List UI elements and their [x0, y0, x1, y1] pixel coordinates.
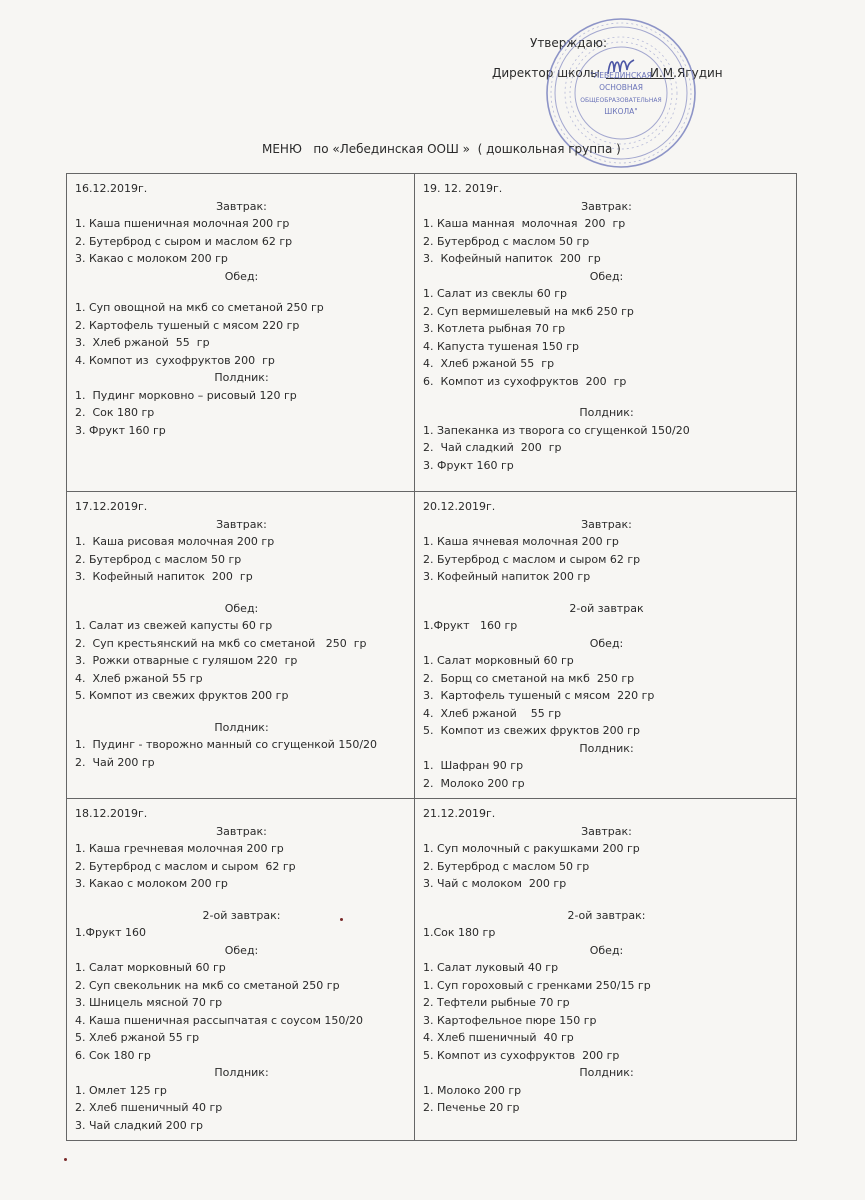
- menu-item: 3. Чай сладкий 200 гр: [75, 1118, 204, 1132]
- meal-heading: Полдник:: [579, 1066, 634, 1079]
- day-date: 20.12.2019г.: [423, 500, 496, 513]
- meal-heading: Полдник:: [214, 371, 269, 384]
- menu-item: 1. Суп овощной на мкб со сметаной 250 гр: [75, 301, 324, 314]
- menu-item: 1. Пудинг морковно – рисовый 120 гр: [75, 388, 297, 402]
- menu-item: 2. Бутерброд с сыром и маслом 62 гр: [75, 234, 293, 248]
- menu-item: 2. Молоко 200 гр: [423, 776, 525, 790]
- meal-heading: Полдник:: [579, 406, 634, 419]
- menu-item: 1. Салат из свежей капусты 60 гр: [75, 619, 273, 632]
- director-name: И.М.Ягудин: [650, 66, 723, 80]
- menu-item: 2. Тефтели рыбные 70 гр: [423, 996, 570, 1009]
- menu-item: 1. Каша пшеничная молочная 200 гр: [75, 217, 290, 230]
- meal-heading: Завтрак:: [581, 199, 632, 213]
- menu-item: 1. Суп гороховый с гренками 250/15 гр: [423, 978, 651, 992]
- day-cell: [415, 492, 797, 799]
- meal-heading: Обед:: [224, 269, 259, 283]
- menu-item: 1. Запеканка из творога со сгущенкой 150/20: [423, 423, 690, 437]
- menu-item: 3. Рожки отварные с гуляшом 220 гр: [75, 654, 298, 667]
- menu-item: 3. Какао с молоком 200 гр: [75, 877, 228, 890]
- menu-item: 1. Каша манная молочная 200 гр: [423, 217, 626, 230]
- menu-item: 1.Фрукт 160: [75, 926, 147, 939]
- menu-item: 1.Фрукт 160 гр: [423, 619, 518, 632]
- menu-item: 3. Чай с молоком 200 гр: [423, 877, 567, 890]
- menu-table: [66, 173, 797, 1141]
- day-cell: [415, 799, 797, 1141]
- menu-item: 2. Суп свекольник на мкб со сметаной 250 гр: [75, 978, 340, 992]
- menu-item: 6. Компот из сухофруктов 200 гр: [423, 374, 627, 388]
- menu-item: 1. Пудинг - творожно манный со сгущенкой 150/20: [75, 738, 378, 751]
- menu-item: 4. Каша пшеничная рассыпчатая с соусом 150/20: [75, 1013, 364, 1027]
- meal-heading: Обед:: [589, 636, 624, 650]
- menu-item: 3. Кофейный напиток 200 гр: [423, 252, 601, 265]
- meal-heading: Обед:: [224, 943, 259, 957]
- day-date: 17.12.2019г.: [75, 500, 148, 513]
- menu-item: 5. Компот из свежих фруктов 200 гр: [423, 724, 640, 737]
- menu-item: 2. Чай сладкий 200 гр: [423, 441, 562, 454]
- menu-item: 4. Компот из сухофруктов 200 гр: [75, 353, 275, 367]
- menu-item: 1.Сок 180 гр: [423, 926, 496, 939]
- menu-item: 3. Хлеб ржаной 55 гр: [75, 336, 210, 349]
- menu-item: 4. Хлеб ржаной 55 гр: [423, 706, 562, 720]
- menu-item: 2. Бутерброд с маслом 50 гр: [423, 234, 590, 248]
- meal-heading: 2-ой завтрак: [569, 601, 644, 615]
- stamp-line-3: ОБЩЕОБРАЗОВАТЕЛЬНАЯ: [580, 97, 662, 104]
- meal-heading: Полдник:: [214, 1066, 269, 1079]
- menu-item: 2. Печенье 20 гр: [423, 1101, 520, 1114]
- menu-item: 4. Хлеб ржаной 55 гр: [423, 357, 555, 370]
- meal-heading: Завтрак:: [216, 824, 267, 838]
- menu-item: 3. Кофейный напиток 200 гр: [423, 570, 591, 583]
- menu-item: 2. Суп крестьянский на мкб со сметаной 250 гр: [75, 636, 367, 650]
- menu-item: 2. Сок 180 гр: [75, 406, 155, 419]
- ink-speck: [64, 1158, 67, 1161]
- meal-heading: Полдник:: [579, 741, 634, 755]
- menu-item: 1. Салат из свеклы 60 гр: [423, 287, 567, 300]
- day-cell: [67, 174, 415, 492]
- day-date: 16.12.2019г.: [75, 182, 148, 195]
- spacer: [423, 390, 790, 404]
- menu-item: 1. Шафран 90 гр: [423, 759, 524, 772]
- stamp-line-2: ОСНОВНАЯ: [599, 83, 643, 92]
- approval-heading: Утверждаю:: [530, 36, 607, 50]
- menu-item: 4. Хлеб пшеничный 40 гр: [423, 1031, 574, 1044]
- spacer: [75, 586, 408, 600]
- menu-item: 3. Какао с молоком 200 гр: [75, 252, 228, 265]
- meal-heading: Завтрак:: [581, 517, 632, 531]
- meal-heading: Обед:: [589, 943, 624, 957]
- menu-item: 1. Салат луковый 40 гр: [423, 961, 559, 974]
- meal-heading: Завтрак:: [216, 517, 267, 531]
- menu-item: 1. Суп молочный с ракушками 200 гр: [423, 842, 640, 855]
- day-date: 21.12.2019г.: [423, 807, 496, 820]
- menu-item: 2. Бутерброд с маслом 50 гр: [75, 552, 242, 566]
- day-cell: [415, 174, 797, 492]
- menu-item: 3. Картофель тушеный с мясом 220 гр: [423, 689, 655, 702]
- spacer: [75, 285, 408, 299]
- stamp-line-4: ШКОЛА": [604, 107, 638, 116]
- menu-item: 4. Капуста тушеная 150 гр: [423, 339, 579, 353]
- menu-item: 2. Суп вермишелевый на мкб 250 гр: [423, 304, 634, 318]
- menu-item: 2. Бутерброд с маслом 50 гр: [423, 859, 590, 873]
- menu-item: 1. Молоко 200 гр: [423, 1083, 522, 1097]
- menu-item: 2. Картофель тушеный с мясом 220 гр: [75, 318, 300, 332]
- menu-item: 3. Фрукт 160 гр: [75, 423, 166, 437]
- director-label: Директор школы: [492, 66, 600, 80]
- stamp-line-1: "ЛЕБЕДИНСКАЯ: [590, 71, 652, 80]
- menu-item: 2. Хлеб пшеничный 40 гр: [75, 1101, 223, 1114]
- meal-heading: 2-ой завтрак:: [202, 908, 281, 922]
- menu-item: 5. Компот из свежих фруктов 200 гр: [75, 689, 289, 702]
- meal-heading: Обед:: [224, 601, 259, 615]
- menu-item: 2. Борщ со сметаной на мкб 250 гр: [423, 671, 635, 685]
- ink-speck: [340, 918, 343, 921]
- spacer: [423, 893, 790, 907]
- day-cell: [67, 799, 415, 1141]
- day-date: 18.12.2019г.: [75, 807, 148, 820]
- menu-item: 4. Хлеб ржаной 55 гр: [75, 671, 203, 685]
- menu-item: 3. Кофейный напиток 200 гр: [75, 570, 253, 583]
- menu-item: 1. Каша ячневая молочная 200 гр: [423, 535, 619, 548]
- menu-item: 2. Бутерброд с маслом и сыром 62 гр: [423, 552, 641, 566]
- day-cell: [67, 492, 415, 799]
- menu-item: 1. Каша гречневая молочная 200 гр: [75, 842, 284, 855]
- spacer: [423, 586, 790, 600]
- menu-item: 2. Чай 200 гр: [75, 755, 155, 769]
- menu-item: 6. Сок 180 гр: [75, 1048, 151, 1062]
- menu-item: 3. Картофельное пюре 150 гр: [423, 1013, 597, 1027]
- spacer: [75, 705, 408, 719]
- menu-item: 3. Котлета рыбная 70 гр: [423, 322, 566, 335]
- menu-item: 5. Хлеб ржаной 55 гр: [75, 1031, 200, 1044]
- meal-heading: Обед:: [589, 269, 624, 283]
- meal-heading: Завтрак:: [581, 824, 632, 838]
- day-date: 19. 12. 2019г.: [423, 182, 503, 195]
- menu-item: 1. Омлет 125 гр: [75, 1083, 167, 1097]
- menu-item: 5. Компот из сухофруктов 200 гр: [423, 1048, 620, 1062]
- menu-item: 1. Салат морковный 60 гр: [423, 654, 574, 667]
- menu-item: 3. Шницель мясной 70 гр: [75, 996, 223, 1009]
- menu-item: 3. Фрукт 160 гр: [423, 458, 514, 472]
- spacer: [75, 893, 408, 907]
- menu-item: 2. Бутерброд с маслом и сыром 62 гр: [75, 859, 296, 873]
- meal-heading: Завтрак:: [216, 199, 267, 213]
- meal-heading: Полдник:: [214, 720, 269, 734]
- page-title: МЕНЮ по «Лебединская ООШ » ( дошкольная группа ): [262, 142, 621, 156]
- menu-item: 1. Каша рисовая молочная 200 гр: [75, 535, 275, 548]
- meal-heading: 2-ой завтрак:: [567, 908, 646, 922]
- menu-item: 1. Салат морковный 60 гр: [75, 961, 226, 974]
